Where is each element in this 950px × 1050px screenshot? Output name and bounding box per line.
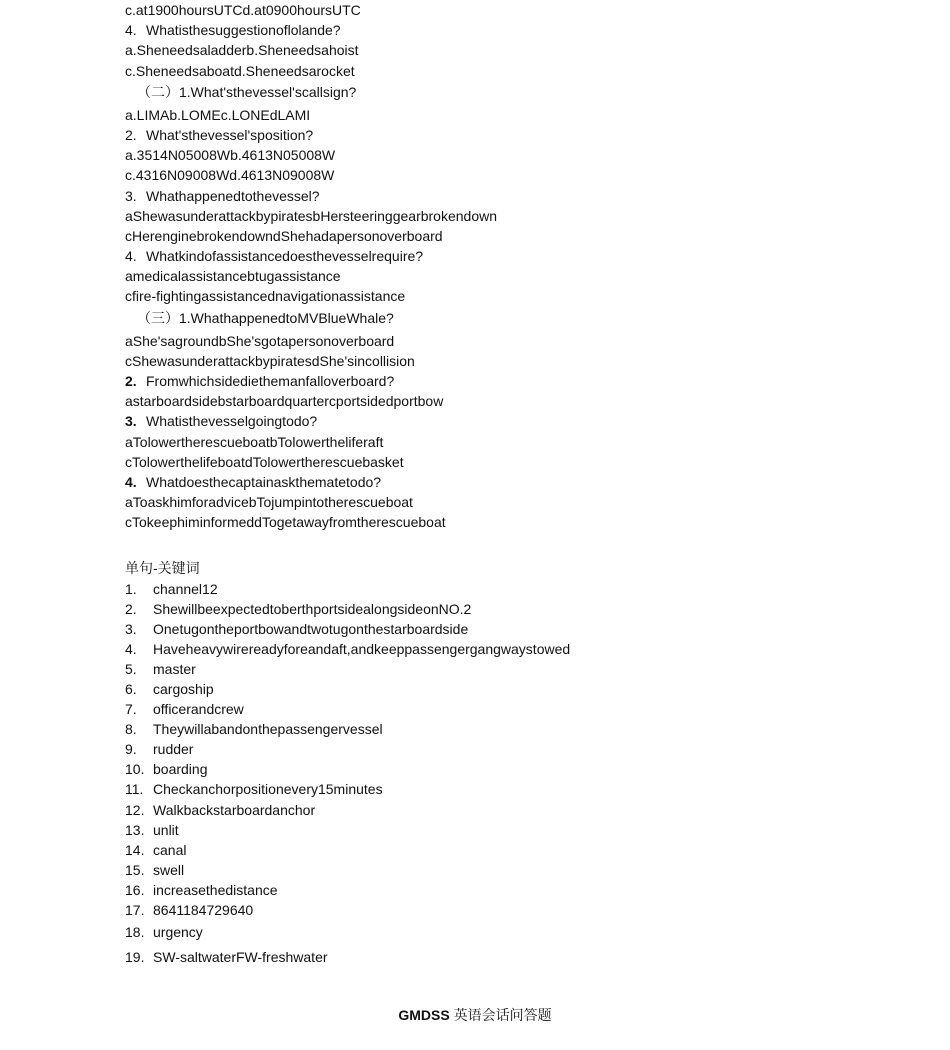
keyword-text: Walkbackstarboardanchor — [153, 801, 316, 818]
answer-options: a.Sheneedsaladderb.Sheneedsahoist — [125, 42, 359, 59]
question-line — [125, 20, 885, 40]
keyword-number: 6. — [125, 680, 137, 697]
keyword-item — [125, 659, 885, 679]
keyword-number: 16. — [125, 881, 145, 898]
text-line: c.at1900hoursUTCd.at0900hoursUTC — [125, 2, 361, 18]
keyword-text: Haveheavywirereadyforeandaft,andkeeppassengergangwaystowed — [153, 640, 571, 657]
question-number: 3. — [125, 413, 137, 430]
question-number: 4. — [125, 22, 137, 39]
answer-options: c.Sheneedsaboatd.Sheneedsarocket — [125, 62, 355, 79]
keyword-text: SW-saltwaterFW-freshwater — [153, 948, 328, 965]
keyword-item — [125, 739, 885, 759]
keyword-number: 18. — [125, 924, 145, 941]
section-heading: （二）1.What'sthevessel'scallsign? — [137, 83, 357, 100]
answer-options: cHerenginebrokendowndShehadapersonoverboard — [125, 227, 443, 244]
keyword-number: 17. — [125, 902, 145, 918]
keyword-item — [125, 719, 885, 739]
question-number: 4. — [125, 473, 137, 490]
keyword-item — [125, 779, 885, 799]
keyword-text: canal — [153, 841, 187, 858]
question-text: Fromwhichsidediethemanfalloverboard? — [146, 373, 395, 389]
keyword-text: master — [153, 660, 196, 677]
keyword-number: 7. — [125, 701, 137, 718]
question-number: 2. — [125, 373, 137, 389]
keyword-item — [125, 900, 885, 920]
keyword-text: swell — [153, 861, 185, 878]
answer-options: cTolowerthelifeboatdTolowertherescuebasket — [125, 453, 404, 470]
section-heading: （三）1.WhathappenedtoMVBlueWhale? — [137, 309, 394, 326]
keyword-item — [125, 840, 885, 860]
question-text: What'sthevessel'sposition? — [146, 126, 314, 143]
answer-options: a.3514N05008Wb.4613N05008W — [125, 147, 336, 164]
keyword-number: 2. — [125, 600, 137, 617]
answer-options: cfire-fightingassistancednavigationassistance — [125, 288, 406, 305]
keyword-item — [125, 679, 885, 699]
keyword-number: 8. — [125, 721, 137, 738]
spacer — [125, 533, 885, 557]
answer-options: astarboardsidebstarboardquartercportsidedportbow — [125, 393, 444, 410]
keyword-item — [125, 945, 885, 970]
answer-options: amedicalassistancebtugassistance — [125, 268, 341, 285]
keyword-number: 15. — [125, 861, 145, 878]
question-number: 3. — [125, 187, 137, 204]
keyword-number: 10. — [125, 761, 145, 778]
keyword-number: 3. — [125, 620, 137, 637]
answer-options: aToaskhimforadvicebTojumpintotherescueboat — [125, 494, 413, 511]
keyword-text: Checkanchorpositionevery15minutes — [153, 781, 383, 798]
question-text: Whatdoesthecaptainaskthematetodo? — [146, 473, 382, 490]
keyword-number: 4. — [125, 640, 137, 657]
keyword-item — [125, 579, 885, 599]
keyword-text: channel12 — [153, 580, 218, 597]
question-text: Whathappenedtothevessel? — [146, 187, 320, 204]
keyword-number: 1. — [125, 580, 137, 597]
keyword-item — [125, 920, 885, 945]
document-body — [125, 0, 885, 969]
question-line — [125, 411, 885, 431]
answer-options: cShewasunderattackbypiratesdShe'sincollision — [125, 352, 415, 369]
keyword-item — [125, 860, 885, 880]
keyword-number: 13. — [125, 821, 145, 838]
keyword-number: 11. — [125, 781, 144, 798]
keyword-item — [125, 800, 885, 820]
answer-options: cTokeephiminformeddTogetawayfromtherescueboat — [125, 514, 446, 531]
question-text: Whatkindofassistancedoesthevesselrequire? — [146, 248, 424, 265]
answer-options: c.4316N09008Wd.4613N09008W — [125, 167, 335, 184]
keyword-text: Theywillabandonthepassengervessel — [153, 721, 383, 738]
answer-options: a.LIMAb.LOMEc.LONEdLAMI — [125, 106, 311, 123]
keyword-text: unlit — [153, 821, 179, 838]
keyword-text: urgency — [153, 924, 203, 941]
keywords-title: 单句-关键词 — [125, 559, 200, 576]
keyword-text: 8641184729640 — [153, 902, 254, 918]
question-text: Whatisthesuggestionoflolande? — [146, 22, 341, 39]
footer-latin: GMDSS — [398, 1007, 450, 1023]
keyword-text: cargoship — [153, 680, 214, 697]
question-line — [125, 186, 885, 206]
keyword-item — [125, 599, 885, 619]
question-line — [125, 125, 885, 145]
keyword-item — [125, 619, 885, 639]
keyword-number: 9. — [125, 741, 137, 758]
question-line — [125, 472, 885, 492]
question-number: 2. — [125, 126, 137, 143]
keywords-list — [125, 579, 885, 970]
keyword-item — [125, 820, 885, 840]
footer-cjk: 英语会话问答题 — [453, 1007, 552, 1023]
keyword-item — [125, 759, 885, 779]
question-text: Whatisthevesselgoingtodo? — [146, 413, 318, 430]
keyword-text: officerandcrew — [153, 701, 244, 718]
keyword-item — [125, 880, 885, 900]
question-line — [125, 371, 885, 391]
answer-options: aShe'sagroundbShe'sgotapersonoverboard — [125, 332, 395, 349]
keyword-text: ShewillbeexpectedtoberthportsidealongsideonNO.2 — [153, 600, 472, 617]
question-line — [125, 246, 885, 266]
keyword-text: increasethedistance — [153, 881, 278, 898]
keyword-item — [125, 639, 885, 659]
keyword-text: Onetugontheportbowandtwotugonthestarboardside — [153, 620, 469, 637]
keyword-number: 14. — [125, 841, 145, 858]
answer-options: aShewasunderattackbypiratesbHersteeringgearbrokendown — [125, 207, 498, 224]
keyword-text: rudder — [153, 741, 194, 758]
question-number: 4. — [125, 248, 137, 265]
keyword-number: 12. — [125, 801, 145, 818]
answer-options: aTolowertherescueboatbTolowertheliferaft — [125, 433, 384, 450]
keyword-number: 5. — [125, 660, 137, 677]
keyword-item — [125, 699, 885, 719]
keyword-number: 19. — [125, 948, 145, 965]
page-footer — [0, 1004, 950, 1026]
keyword-text: boarding — [153, 761, 208, 778]
